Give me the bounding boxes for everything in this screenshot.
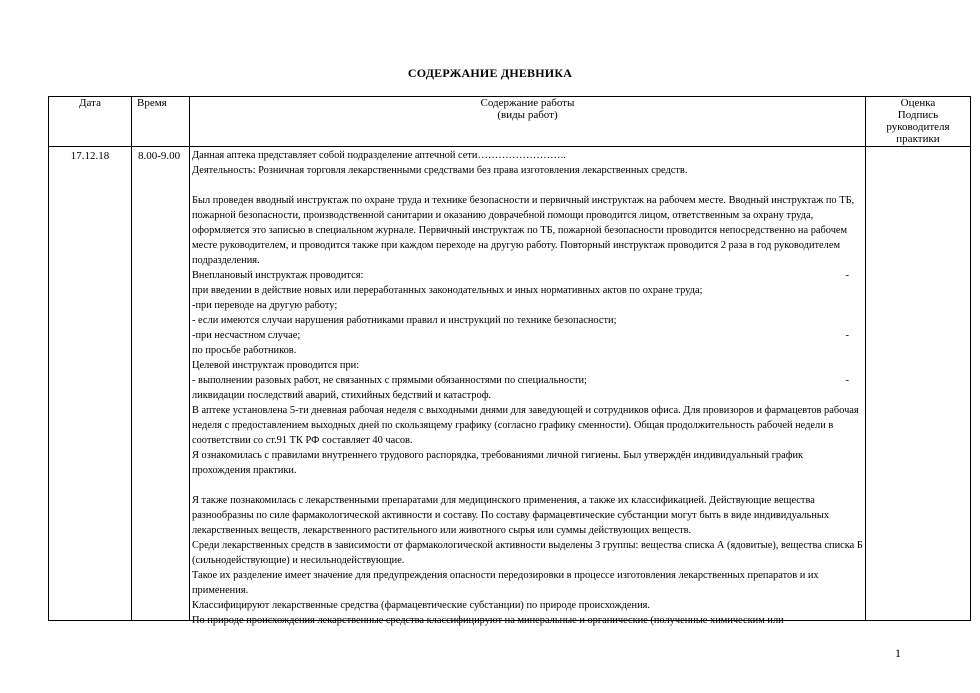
- paragraph: По природе происхождения лекарственные средства классифицируют на минеральные и органические (полученные химическим или: [192, 615, 784, 626]
- entry-time: 8.00-9.00: [132, 147, 190, 621]
- header-grade-line4: практики: [896, 133, 940, 145]
- paragraph: Целевой инструктаж проводится при:: [192, 360, 360, 371]
- diary-table: [48, 96, 971, 626]
- header-grade: [866, 97, 971, 147]
- paragraph: -при несчастном случае; -: [192, 330, 849, 341]
- paragraph: В аптеке установлена 5-ти дневная рабочая неделя с выходными днями для заведующей и сотрудников офиса. Для провизоров и фармацевтов рабочая неделя с предоставлением выходных дней по скользящему графику (согласно графику сменности). Общая продолжительность рабочей недели в соответствии со ст.91 ТК РФ составляет 40 часов.: [192, 405, 859, 446]
- paragraph: Деятельность: Розничная торговля лекарственными средствами без права изготовления лекарственных средств.: [192, 165, 688, 176]
- header-grade-line3: руководителя: [886, 121, 950, 133]
- paragraph: - выполнении разовых работ, не связанных с прямыми обязанностями по специальности; -: [192, 375, 849, 386]
- paragraph: Я также познакомилась с лекарственными препаратами для медицинского применения, а также их классификацией. Действующие вещества разнообразны по силе фармакологической активности и составу. По составу фармацевтические субстанции могут быть в виде индивидуальных лекарственных веществ, лекарственного растительного или животного сырья или суммы действующих веществ.: [192, 495, 830, 536]
- paragraph: -при переводе на другую работу;: [192, 300, 338, 311]
- page-number: 1: [895, 646, 901, 660]
- paragraph: по просьбе работников.: [192, 345, 297, 356]
- header-content: [190, 97, 866, 147]
- paragraph: - если имеются случаи нарушения работниками правил и инструкций по технике безопасности;: [192, 315, 617, 326]
- header-date: Дата: [49, 97, 132, 147]
- header-content-line1: Содержание работы: [480, 97, 575, 109]
- paragraph: Такое их разделение имеет значение для предупреждения опасности передозировки в процессе изготовления лекарственных препаратов и их применения.: [192, 570, 819, 596]
- table-header-row: [49, 97, 971, 147]
- entry-date: 17.12.18: [49, 147, 132, 621]
- paragraph: при введении в действие новых или переработанных законодательных и иных нормативных актов по охране труда;: [192, 285, 703, 296]
- header-content-line2: (виды работ): [497, 109, 558, 121]
- paragraph: Был проведен вводный инструктаж по охране труда и технике безопасности и первичный инструктаж на рабочем месте. Вводный инструктаж по ТБ, пожарной безопасности, производственной санитарии и оказанию доврачебной помощи проводится лицом, ответственным за охрану труда, оформляется это записью в специальном журнале. Первичный инструктаж по ТБ, пожарной безопасности проводится непосредственно на рабочем месте руководителем, и проводится также при каждом переходе на другую работу. Повторный инструктаж проводится 2 раза в год руководителем подразделения.: [192, 195, 855, 266]
- header-time: Время: [132, 97, 190, 147]
- table-row: [49, 147, 971, 621]
- paragraph: ликвидации последствий аварий, стихийных бедствий и катастроф.: [192, 390, 492, 401]
- entry-grade-signature: [866, 147, 971, 621]
- paragraph: Внеплановый инструктаж проводится: -: [192, 270, 849, 281]
- paragraph: Классифицируют лекарственные средства (фармацевтические субстанции) по природе происхождения.: [192, 600, 651, 611]
- entry-content: [190, 147, 866, 626]
- page-title: СОДЕРЖАНИЕ ДНЕВНИКА: [407, 66, 573, 80]
- paragraph: Я ознакомилась с правилами внутреннего трудового распорядка, требованиями личной гигиены. Был утверждён индивидуальный график прохождения практики.: [192, 450, 804, 476]
- paragraph: Среди лекарственных средств в зависимости от фармакологической активности выделены 3 группы: вещества списка А (ядовитые), вещества списка Б (сильнодействующие) и несильнодействующие.: [192, 540, 863, 566]
- header-grade-line2: Подпись: [897, 109, 939, 121]
- header-grade-line1: Оценка: [900, 97, 936, 109]
- paragraph: Данная аптека представляет собой подразделение аптечной сети……………………..: [192, 150, 566, 161]
